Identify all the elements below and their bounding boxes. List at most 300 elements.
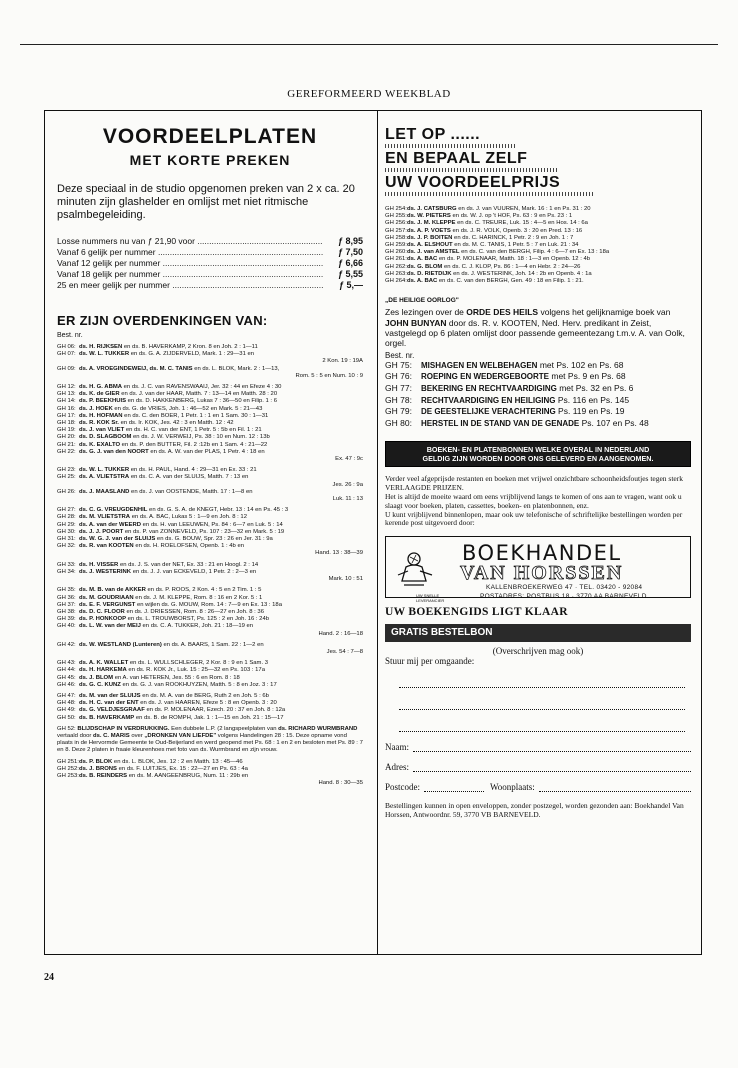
entry-text: en ds. P. MOLENAAR, Ezech. 20 : 37 en Joh. 8 : 12a <box>146 707 286 714</box>
order-form <box>385 646 691 820</box>
entry-text: en ds. Ir. KOK, Jes. 42 : 3 en Matth. 12 : 42 <box>120 420 234 427</box>
entry-text: en ds. C. TREURE, Luk. 15 : 4—5 en Hos. 14 : 6a <box>457 220 588 227</box>
entry-code: GH 14: <box>57 398 76 405</box>
entry-code: GH 44: <box>57 667 76 674</box>
sermon-group <box>57 562 363 584</box>
entry-code: GH 79: <box>385 406 412 417</box>
advert-frame <box>44 110 702 955</box>
entry-text: en ds. L. TROUWBORST, Ps. 125 : 2 en Joh. 16 : 24b <box>127 616 270 623</box>
entry-text: en ds. C. van den BERGH, Filip. 4 : 6—7 en Ex. 13 : 18a <box>461 249 610 256</box>
entry-text: en ds. J. WESTERINK, Joh. 14 : 2b en Openb. 4 : 1a <box>453 270 592 277</box>
entry-text: met Ps. 9 en Ps. 68 <box>549 371 626 382</box>
entry-speaker: ds. J. WESTERINK <box>79 568 132 575</box>
entry-speaker: ds. H. HOFMAN <box>79 412 123 419</box>
price-label: 25 en meer gelijk per nummer ..... <box>57 280 323 291</box>
price-label: Vanaf 12 gelijk per nummer ..... <box>57 258 323 269</box>
entry-speaker: ds. J. CATSBURG <box>407 206 457 212</box>
entry-code: GH 23: <box>57 467 76 474</box>
entry-code: GH 13: <box>57 391 76 398</box>
price-label: Vanaf 6 gelijk per nummer ..... <box>57 247 323 258</box>
final-list <box>57 759 363 788</box>
entry-speaker: ds. A. BAC <box>407 256 438 263</box>
entry-speaker: ds. J. van VLIET <box>79 427 125 434</box>
sermon-entry <box>57 507 363 514</box>
entry-text: en ds. H. C. van der ENT, 1 Petr. 5 : 5b en Fil. 1 : 21 <box>125 427 262 434</box>
sermon-group <box>57 660 363 689</box>
naam-row <box>385 742 691 752</box>
heilige-oorlog-list <box>385 360 691 430</box>
boekengids-heading: UW BOEKENGIDS LIGT KLAAR <box>385 606 568 619</box>
sermon-entry <box>57 536 363 543</box>
entry-code: GH 47: <box>57 692 76 699</box>
sermon-group <box>57 384 363 463</box>
entry-code: GH 254: <box>385 206 407 212</box>
entry-speaker: ds. J. J. POORT <box>79 528 124 535</box>
sermon-group <box>57 693 363 722</box>
entry-speaker: ds. J. P. BOITEN <box>407 234 453 241</box>
sermon-entry <box>57 602 363 609</box>
sermon-entry <box>57 707 363 714</box>
headline-underline <box>385 192 593 196</box>
entry-code: GH 31: <box>57 536 76 543</box>
entry-text: en ds. C. J. KLOP, Ps. 86 : 1—4 en Hebr. 2 : 24—26 <box>444 263 581 270</box>
heilige-oorlog-entry <box>385 360 691 372</box>
entry-text: en ds. G. S. A. de KNEGT, Hebr. 13 : 14 en Ps. 45 : 3 <box>149 507 289 514</box>
entry-text: en ds. M. C. TANIS, 1 Petr. 5 : 7 en Luk. 21 : 34 <box>454 242 579 249</box>
entry-code: GH 37: <box>57 601 76 608</box>
entry-text: Ps. 119 en Ps. 19 <box>555 406 625 417</box>
order-line[interactable] <box>399 688 685 710</box>
sermon-entry <box>57 366 363 373</box>
entry-text: en ds. H. PAUL, Hand. 4 : 29—31 en Ex. 33 : 21 <box>130 467 257 474</box>
entry-text: en ds. M. AANGEENBRUG, Num. 11 : 29b en <box>128 772 249 779</box>
main-subtitle: MET KORTE PREKEN <box>129 152 291 168</box>
entry-text: Ex. 47 : 9c <box>335 456 363 463</box>
entry-title: MISHAGEN EN WELBEHAGEN <box>421 360 538 370</box>
entry-speaker: ds. M. VLIETSTRA <box>79 514 131 521</box>
entry-text: Hand. 8 : 30—35 <box>318 780 363 787</box>
price-value: ƒ 5,55 <box>337 269 363 279</box>
price-row <box>57 236 363 247</box>
entry-speaker: ds. R. van KOOTEN <box>79 543 134 550</box>
postcode-field[interactable] <box>424 782 484 792</box>
entry-speaker: ds. K. de GIER <box>79 391 120 398</box>
right-column <box>385 125 691 820</box>
entry-code: GH 18: <box>57 420 76 427</box>
entry-code: GH 257: <box>385 227 407 234</box>
sermon-entry <box>57 467 363 474</box>
sermon-entry <box>57 543 363 550</box>
sermon-entry <box>57 344 363 351</box>
entry-speaker: ds. P. BLOK <box>79 758 113 765</box>
entry-text: en ds. J. R. VOLK, Openb. 3 : 20 en Pred. 13 : 16 <box>452 227 583 234</box>
bookstore-name: BOEKHANDEL <box>462 541 622 566</box>
entry-code: GH 17: <box>57 412 76 419</box>
adres-label: Adres: <box>385 762 409 773</box>
entry-speaker: ds. A. P. VOETS <box>407 227 451 234</box>
entry-speaker: ds. J. van AMSTEL <box>407 249 460 256</box>
heilige-oorlog-title: „DE HEILIGE OORLOG" <box>385 297 459 305</box>
entry-speaker: ds. C. G. VREUGDENHIL <box>79 507 148 514</box>
entry-text: en ds. J. C. van RAVENSWAAIJ, Jer. 32 : 44 en Efeze 4 : 30 <box>123 384 282 391</box>
entry-code: GH 260: <box>385 249 407 256</box>
bestelbon-header: GRATIS BESTELBON <box>385 624 691 642</box>
entry-code: GH 07: <box>57 351 76 358</box>
sermon-entry <box>57 427 363 434</box>
entry-code: GH 22: <box>57 448 76 455</box>
sermon-entry <box>385 264 691 271</box>
entry-code: GH 21: <box>57 441 76 448</box>
entry-speaker: ds. D. RIETDIJK <box>407 270 452 277</box>
sermon-group <box>57 642 363 656</box>
entry-speaker: ds. J. BLOM <box>79 674 114 681</box>
sermon-group <box>57 344 363 380</box>
order-line[interactable] <box>399 666 685 688</box>
entry-speaker: ds. G. VELDJESGRAAF <box>79 707 145 714</box>
woonplaats-field[interactable] <box>539 782 691 792</box>
entry-text: en ds. P. ROOS, 2 Kon. 4 : 5 en 2 Tim. 1 : 5 <box>147 587 262 594</box>
entry-code: GH 48: <box>57 700 76 707</box>
sermon-entry <box>57 514 363 521</box>
entry-speaker: ds. W. L. TUKKER <box>79 467 130 474</box>
entry-speaker: ds. J. M. KLEPPE <box>407 220 456 227</box>
sermon-entry <box>57 715 363 722</box>
sermon-entry <box>57 449 363 456</box>
headline-underline <box>385 144 515 148</box>
entry-text: en ds. P. MOLENAAR, Matth. 18 : 1—3 en Openb. 12 : 4b <box>438 256 591 263</box>
entry-text: en ds. B. HAVERKAMP, 2 Kron. 8 en Joh. 2 : 1—11 <box>123 344 258 350</box>
entry-speaker: ds. P. BEEKHUIS <box>79 398 127 405</box>
entry-text: en ds. J. W. VERWEIJ, Ps. 38 : 10 en Num. 12 : 13b <box>133 434 270 441</box>
bookstore-tagline: UW SNELLE LEVERANCIER <box>416 593 445 604</box>
entry-code: GH 34: <box>57 568 76 575</box>
entry-text: en ds. C. A. TUKKER, Joh. 21 : 18—19 en <box>142 623 254 630</box>
entry-code: GH 12: <box>57 384 76 391</box>
entry-code: GH 29: <box>57 521 76 528</box>
entry-code: GH 35: <box>57 587 76 594</box>
naam-label: Naam: <box>385 742 409 753</box>
entry-speaker: ds. J. HOEK <box>79 405 113 412</box>
entry-speaker: ds. M. GOUDRIAAN <box>79 594 134 601</box>
sermon-group <box>57 587 363 637</box>
entry-code: GH 264: <box>385 278 407 285</box>
right-sermon-list <box>385 206 691 285</box>
best-nr-label: Best. nr. <box>57 332 83 339</box>
entry-code: GH 32: <box>57 543 76 550</box>
sermon-entry <box>57 759 363 766</box>
sermon-entry <box>385 278 691 285</box>
sermon-entry <box>385 235 691 242</box>
entry-speaker: ds. W. L. TUKKER <box>79 351 130 358</box>
headline-line-1: LET OP ...... <box>385 126 481 143</box>
sermon-entry <box>57 482 363 489</box>
heilige-oorlog-entry <box>385 371 691 383</box>
entry-speaker: ds. H. HARKEMA <box>79 667 127 674</box>
entry-text: en ds. G. de VRIES, Joh. 1 : 46—52 en Mark. 5 : 21—43 <box>114 405 263 412</box>
entry-text: Hand. 13 : 38—39 <box>315 550 363 557</box>
entry-text: en ds. B. de ROMPH, Jak. 1 : 1—15 en Joh. 21 : 15—17 <box>135 714 284 721</box>
entry-title: RECHTVAARDIGING EN HEILIGING <box>421 395 556 405</box>
entry-code: GH 06: <box>57 344 76 350</box>
entry-speaker: ds. W. PIETERS <box>407 213 451 220</box>
sermon-entry <box>57 649 363 656</box>
sermon-entry <box>57 631 363 638</box>
price-row <box>57 258 363 269</box>
sermon-entry <box>57 682 363 689</box>
sermon-group <box>57 507 363 557</box>
sermon-entry <box>57 700 363 707</box>
price-value: ƒ 8,95 <box>337 236 363 246</box>
entry-code: GH 75: <box>385 359 412 370</box>
left-column <box>57 125 363 787</box>
entry-speaker: ds. M. B. van de AKKER <box>79 587 146 594</box>
entry-text: en ds. J. van VUUREN, Mark. 16 : 1 en Ps. 31 : 20 <box>458 206 591 212</box>
entry-speaker: ds. H. RIJKSEN <box>79 344 123 350</box>
entry-text: en ds. J. DRIESSEN, Rom. 8 : 26—27 en Joh. 8 : 36 <box>126 608 264 615</box>
column-divider <box>377 111 378 954</box>
sermon-entry <box>385 256 691 263</box>
entry-text: met Ps. 32 en Ps. 6 <box>556 383 634 394</box>
entry-text: en ds. L. BLOK, Jes. 12 : 2 en Matth. 13 : 45—46 <box>113 758 243 765</box>
entry-title: BEKERING EN RECHTVAARDIGING <box>421 384 557 394</box>
price-value: ƒ 6,66 <box>337 258 363 268</box>
entry-speaker: ds. H. G. ABMA <box>79 384 122 391</box>
form-footer: Bestellingen kunnen in open enveloppen, zonder postzegel, worden gezonden aan: Boekhandel Van Horssen, Antwoordnr. 59, 3770 VB BARNEVELD. <box>385 801 684 819</box>
entry-speaker: ds. G. BLOM <box>407 263 443 270</box>
entry-code: GH 38: <box>57 608 76 615</box>
sermon-entry <box>57 358 363 365</box>
entry-text: Ps. 116 en Ps. 145 <box>555 394 630 405</box>
sermon-entry <box>57 587 363 594</box>
sermon-entry <box>385 242 691 249</box>
entry-code: GH 258: <box>385 234 407 241</box>
sermon-entry <box>385 228 691 235</box>
entry-code: GH 78: <box>385 394 412 405</box>
entry-code: GH 30: <box>57 528 76 535</box>
sermon-entry <box>57 373 363 380</box>
gh52-entry: GH 52: BLIJDSCHAP IN VERDRUKKING. Een dubbele L.P. (2 langspeelplaten van ds. RICHARD WURMBRAND vertaald door ds. C. MARIS over „DRONKEN VAN LIEFDE" volgens Handelingen 28 : 15. Deze opname vond plaats in de Hervormde Gemeente te Oud-Beijerland en werd geopend met Ps. 68 : 1 en 2 en besloten met Ps. 89 : 7 en 8. Deze 2 platen in fraaie kleurenhoes met foto van ds. Wurmbrand en zijn vrouw. <box>57 725 363 754</box>
entry-code: GH 263: <box>385 270 407 277</box>
sermon-entry <box>57 351 363 358</box>
entry-code: GH 255: <box>385 213 407 220</box>
entry-code: GH 39: <box>57 616 76 623</box>
entry-text: met Ps. 102 en Ps. 68 <box>537 359 624 370</box>
entry-code: GH 43: <box>57 660 76 667</box>
sermon-entry <box>57 616 363 623</box>
entry-speaker: ds. J. MAASLAND <box>79 488 130 495</box>
sermon-entry <box>57 609 363 616</box>
price-row <box>57 269 363 280</box>
sermon-entry <box>57 773 363 780</box>
sermon-entry <box>57 406 363 413</box>
adres-field[interactable] <box>413 762 691 772</box>
entry-text: en wijlen ds. G. MOUW, Rom. 14 : 7—9 en Ex. 13 : 18a <box>136 601 282 608</box>
sermon-entry <box>57 391 363 398</box>
postcode-label: Postcode: <box>385 782 420 793</box>
entry-speaker: ds. A. BAC <box>407 278 438 285</box>
entry-speaker: ds. A. VROEGINDEWEIJ, ds. M. C. TANIS <box>79 365 193 372</box>
entry-text: Mark. 10 : 51 <box>328 576 363 583</box>
entry-text: en ds. A. BAC, Lukas 5 : 1—9 en Joh. 8 : 12 <box>131 514 247 521</box>
sermon-entry <box>57 522 363 529</box>
entry-code: GH 28: <box>57 514 76 521</box>
entry-speaker: ds. A. van der WEERD <box>79 521 141 528</box>
top-rule <box>20 44 718 45</box>
entry-code: GH 25: <box>57 474 76 481</box>
entry-code: GH 251: <box>57 758 79 765</box>
entry-code: GH 259: <box>385 242 407 249</box>
entry-speaker: ds. G. J. van den NOORT <box>79 448 149 455</box>
entry-text: en ds. J. van OOSTENDE, Matth. 17 : 1—8 en <box>131 488 253 495</box>
entry-speaker: ds. M. van der SLUIJS <box>79 692 141 699</box>
entry-text: en ds. C. van den BERGH, Gen. 49 : 18 en Filip. 1 : 21. <box>438 278 584 285</box>
bookstore-postadres: POSTADRES: POSTBUS 18 · 3770 AA BARNEVELD <box>480 593 647 601</box>
entry-text: en ds. J. J. van ECKEVELD, 1 Petr. 2 : 2—3 en <box>132 568 257 575</box>
entry-speaker: ds. B. REINDERS <box>79 772 128 779</box>
entry-text: en ds. W. J. op 't HOF, Ps. 63 : 9 en Ps. 23 : 1 <box>452 213 573 220</box>
entry-text: en ds. P. den BUTTER, Fil. 2 :12b en 1 Sam. 4 : 21—22 <box>121 441 268 448</box>
entry-text: en ds. J. M. KLEPPE, Rom. 8 : 16 en 2 Kor. 5 : 1 <box>135 594 263 601</box>
sermon-entry <box>57 420 363 427</box>
price-list <box>57 236 363 291</box>
entry-code: GH 27: <box>57 507 76 514</box>
bookstore-name-2: VAN HORSSEN <box>460 562 624 585</box>
entry-text: en ds. G. J. van ROOKHUYZEN, Matth. 5 : 8 en Joz. 3 : 17 <box>122 681 277 688</box>
entry-code: GH 256: <box>385 220 407 227</box>
entry-speaker: ds. J. BRONS <box>79 765 117 772</box>
entry-code: GH 42: <box>57 641 76 648</box>
entry-text: en ds. J. van HAAREN, Efeze 5 : 8 en Openb. 3 : 20 <box>140 700 277 707</box>
heilige-oorlog-entry <box>385 383 691 395</box>
entry-code: GH 26: <box>57 488 76 495</box>
sermon-entry <box>57 623 363 630</box>
entry-title: HERSTEL IN DE STAND VAN DE GENADE <box>421 418 580 428</box>
entry-speaker: ds. W. WESTLAND (Lunteren) <box>79 641 162 648</box>
entry-speaker: ds. B. HAVERKAMP <box>79 714 135 721</box>
price-value: ƒ 5,— <box>338 280 363 290</box>
price-label: Vanaf 18 gelijk per nummer ..... <box>57 269 323 280</box>
sermon-entry <box>57 550 363 557</box>
sermon-entry <box>385 220 691 227</box>
section-title: ER ZIJN OVERDENKINGEN VAN: <box>57 313 268 328</box>
entry-text: en ds. C. A. van der SLUIJS, Matth. 7 : 13 en <box>130 474 249 481</box>
entry-speaker: ds. A. K. WALLET <box>79 660 129 667</box>
entry-text: en A. van HETEREN, Jes. 55 : 6 en Rom. 8 : 18 <box>114 674 240 681</box>
sermon-entry <box>57 434 363 441</box>
entry-code: GH 09: <box>57 365 76 372</box>
sermon-entry <box>57 780 363 787</box>
heilige-oorlog-entry <box>385 406 691 418</box>
entry-text: en ds. L. BLOK, Mark. 2 : 1—13, <box>194 365 280 372</box>
headline-line-3: UW VOORDEELPRIJS <box>385 174 561 191</box>
entry-speaker: ds. G. C. KUNZ <box>79 681 121 688</box>
page-header: GEREFORMEERD WEEKBLAD <box>287 88 451 100</box>
woonplaats-label: Woonplaats: <box>490 782 535 793</box>
entry-code: GH 33: <box>57 561 76 568</box>
entry-speaker: ds. D. SLAGBOOM <box>79 434 132 441</box>
sermon-entry <box>57 667 363 674</box>
entry-code: GH 40: <box>57 623 76 630</box>
entry-speaker: ds. H. VISSER <box>79 561 119 568</box>
entry-title: DE GEESTELIJKE VERACHTERING <box>421 407 556 417</box>
entry-text: Luk. 11 : 13 <box>332 496 363 503</box>
entry-speaker: ds. A. ELSHOUT <box>407 242 453 249</box>
bookstore-ad <box>385 536 691 604</box>
entry-text: en ds. C. den BOER, 1 Petr. 1 : 1 en 1 Sam. 30 : 1—31 <box>124 412 269 419</box>
price-value: ƒ 7,50 <box>337 247 363 257</box>
bookstore-address: KALLENBROEKERWEG 47 · TEL. 03420 - 92084 <box>486 584 643 592</box>
entry-speaker: ds. K. EXALTO <box>79 441 121 448</box>
entry-text: en ds. M. A. van de BERG, Ruth 2 en Joh. 5 : 6b <box>142 692 269 699</box>
sermon-list <box>57 344 363 722</box>
sermon-entry <box>57 456 363 463</box>
entry-text: en ds. A. W. van der PLAS, 1 Petr. 4 : 18 en <box>150 448 265 455</box>
sermon-entry <box>385 271 691 278</box>
entry-speaker: ds. R. KOK Sr. <box>79 420 119 427</box>
price-row <box>57 247 363 258</box>
entry-code: GH 50: <box>57 714 76 721</box>
entry-text: Ps. 107 en Ps. 48 <box>579 417 649 428</box>
form-intro: Stuur mij per omgaande: <box>385 656 475 667</box>
entry-code: GH 76: <box>385 371 412 382</box>
postcode-row <box>385 782 691 792</box>
intro-text: Deze speciaal in de studio opgenomen preken van 2 x ca. 20 minuten zijn glashelder en omlijst met niet ritmische psalmbegeleiding. <box>57 183 355 221</box>
restanten-text: Verder veel afgeprijsde restanten en boeken met vrijwel onzichtbare schoonheidsfoutjes tegen sterk VERLAAGDE PRIJZEN. Het is altijd de moeite waard om eens vrijblijvend langs te komen of ons aan te vragen, want ook u slaagt voor boeken, platen, cassettes, boeken- en platenbonnen, enz. U kunt vrijblijvend binnenlopen, maar ook uw telefonische of schriftelijke bestellingen worden per kerende post uitgevoerd door: <box>385 474 684 528</box>
entry-code: GH 49: <box>57 707 76 714</box>
entry-text: en ds. C. HARINCK, 1 Petr. 2 : 9 en Joh. 1 : 7 <box>454 234 574 241</box>
entry-text: en ds. G. BOUW, Spr. 23 : 26 en Jer. 31 : 9a <box>156 536 273 543</box>
entry-text: en ds. L. WULLSCHLEGER, 2 Kor. 8 : 9 en 1 Sam. 3 <box>129 660 269 667</box>
entry-code: GH 45: <box>57 674 76 681</box>
sermon-entry <box>57 642 363 649</box>
entry-text: en ds. R. KOK Jr., Luk. 15 : 25—32 en Ps. 103 : 17a <box>128 667 265 674</box>
best-nr-label: Best. nr. <box>385 350 415 360</box>
entry-text: 2 Kon. 19 : 19A <box>322 358 363 365</box>
entry-code: GH 46: <box>57 681 76 688</box>
sermon-entry <box>57 442 363 449</box>
main-title: VOORDEELPLATEN <box>102 125 318 148</box>
sermon-entry <box>57 595 363 602</box>
sermon-entry <box>57 569 363 576</box>
sermon-entry <box>385 249 691 256</box>
sermon-entry <box>57 474 363 481</box>
entry-code: GH 253: <box>57 772 79 779</box>
entry-code: GH 19: <box>57 427 76 434</box>
sermon-entry <box>57 766 363 773</box>
entry-speaker: ds. W. G. J. van der SLUIJS <box>79 536 156 543</box>
entry-text: Jes. 54 : 7—8 <box>326 648 363 655</box>
entry-text: en ds. J. S. van der NET, Ex. 33 : 21 en Hoogl. 2 : 14 <box>119 561 259 568</box>
entry-code: GH 262: <box>385 263 407 270</box>
entry-text: en ds. J. van der HAAR, Matth. 7 : 13—14 en Matth. 28 : 20 <box>121 391 278 398</box>
entry-text: en ds. F. LUITJES, Ex. 15 : 22—27 en Ps. 63 : 4a <box>118 765 248 772</box>
order-line[interactable] <box>399 710 685 732</box>
entry-text: en ds. H. van LEEUWEN, Ps. 84 : 6—7 en Luk. 5 : 14 <box>142 521 283 528</box>
sermon-entry <box>57 675 363 682</box>
naam-field[interactable] <box>413 742 691 752</box>
entry-code: GH 252: <box>57 765 79 772</box>
sermon-entry <box>57 496 363 503</box>
sermon-entry <box>385 213 691 220</box>
entry-code: GH 20: <box>57 434 76 441</box>
entry-speaker: ds. P. HONKOOP <box>79 616 127 623</box>
headline-underline <box>385 168 557 172</box>
entry-speaker: ds. H. C. van der ENT <box>79 700 139 707</box>
sermon-entry <box>57 529 363 536</box>
sermon-entry <box>57 384 363 391</box>
sermon-entry <box>57 398 363 405</box>
price-label: Losse nummers nu van ƒ 21,90 voor ..... <box>57 236 323 247</box>
